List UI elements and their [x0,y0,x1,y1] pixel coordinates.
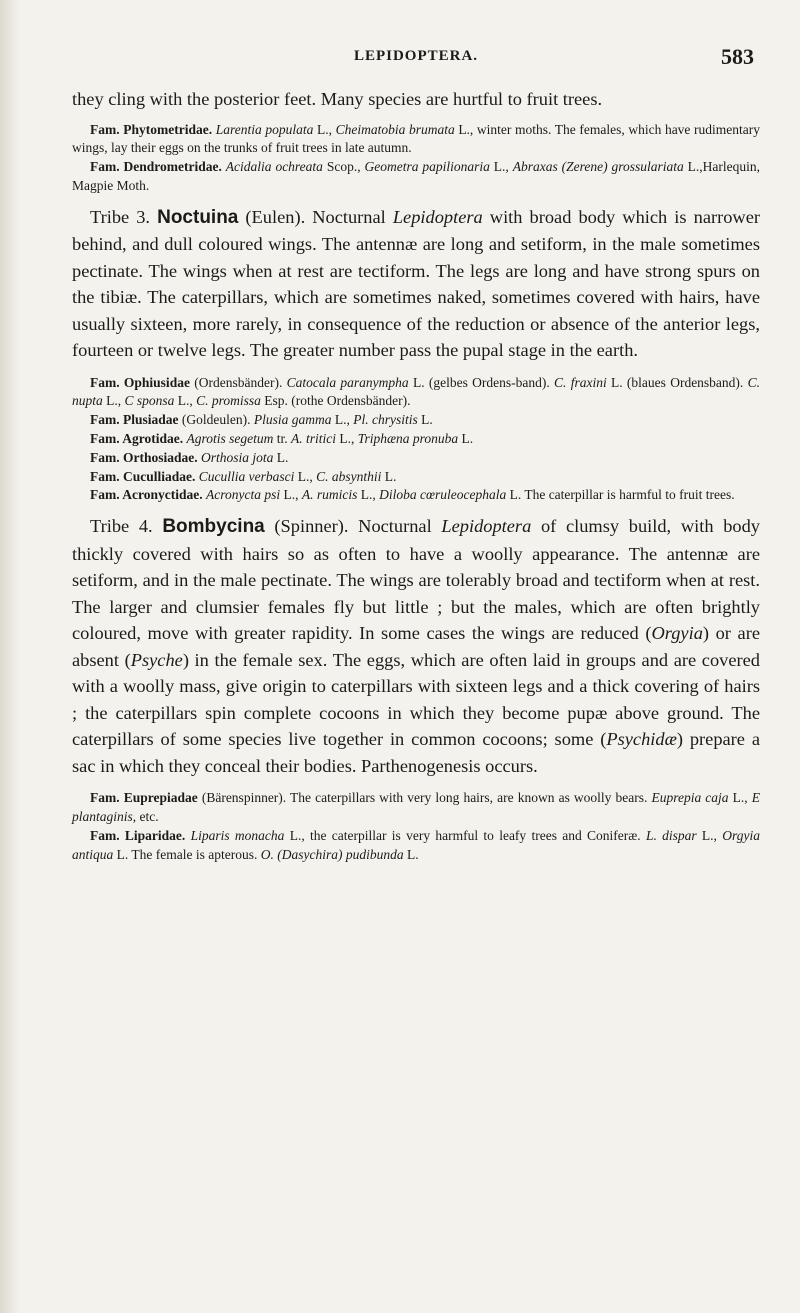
species-name: Euprepia caja [651,790,729,806]
family-entry-ophiusidae [72,374,760,412]
species-name: Larentia populata [215,121,314,137]
entry-text: (Ordensbänder). [189,374,287,390]
species-name: Triphæna pronuba [357,431,459,447]
tribe-3-paragraph [72,204,760,364]
entry-text: Esp. (rothe Ordensbänder). [260,393,411,409]
tribe-text: with broad body which is narrower behind, and dull coloured wings. The antennæ are long and setiform, in the male sometimes pectinate. The wings when at rest are tectiform. The legs are long and have strong spurs on the tibiæ. The caterpillars, which are sometimes naked, sometimes covered with hairs, have usually sixteen, more rarely, in consequence of the reduction or absence of the anterior legs, fourteen or twelve legs. The greater number pass the pupal stage in the earth. [72,206,761,361]
book-page [72,0,760,1313]
family-name: Fam. Euprepiadae [90,790,198,806]
species-name: C. nupta [72,374,760,409]
family-entry-plusiadae [72,411,760,430]
species-name: Orthosia jota [201,449,274,465]
family-name: Fam. Phytometridae. [90,121,213,137]
entry-text: L. [273,449,289,465]
family-entry-acronyctidae [72,486,760,505]
species-name: O. (Dasychira) pudibunda [260,846,404,862]
family-name: Fam. Agrotidae. [90,431,184,447]
species-name: Liparis monacha [190,827,285,843]
species-name: L. dispar [645,827,697,843]
entry-text: tr. [273,431,292,447]
running-title: LEPIDOPTERA. [353,48,479,64]
family-name: Fam. Plusiadae [90,412,179,428]
species-name: Abraxas (Zerene) grossulariata [512,159,684,175]
species-name: Acidalia ochreata [225,159,323,175]
family-name: Fam. Acronyctidae. [90,487,203,503]
page-number: 583 [721,44,754,69]
italic-term: Lepidoptera [441,516,532,537]
italic-term: Psychidæ [606,729,677,750]
italic-term: Lepidoptera [392,206,483,227]
entry-text: L., winter moths. The females, which have rudimentary wings, lay their eggs on the trunks of fruit trees in late autumn. [72,121,761,156]
entry-text: L. The female is apterous. [113,846,261,862]
tribe-name: Bombycina [162,516,265,538]
species-name: Geometra papilionaria [364,159,490,175]
intro-paragraph: they cling with the posterior feet. Many species are hurtful to fruit trees. [72,89,603,109]
species-name: A. tritici [291,431,337,447]
tribe-text: (Eulen). Nocturnal [238,206,393,227]
entry-text: L. [403,846,419,862]
family-name: Fam. Cuculliadae. [90,468,196,484]
entry-text: L., [357,487,380,503]
family-entry-cuculliadae [72,468,760,487]
entry-text: L., [102,393,125,409]
species-name: Agrotis segetum [186,431,274,447]
tribe-text: ) in the female sex. The eggs, which are often laid in groups and are covered with a woolly mass, give origin to caterpillars with sixteen legs and a thick covering of hairs ; the caterpillars spin complete cocoons in which they become pupæ above ground. The caterpillars of some species live together in common cocoons; some ( [72,649,760,750]
entry-text: L., [174,393,197,409]
species-name: Catocala paranympha [286,374,409,390]
family-name: Fam. Orthosiadae. [90,449,198,465]
entry-text: L. (blaues Ordensband). [606,374,748,390]
entry-text: Scop., [322,159,365,175]
tribe-name: Noctuina [157,206,239,228]
tribe-label: Tribe 3. [90,206,158,227]
entry-text: (Bärenspinner). The caterpillars with very long hairs, are known as woolly bears. [197,790,652,806]
entry-text: L., [280,487,302,503]
entry-text: L., [728,790,752,806]
species-name: C. promissa [196,393,261,409]
species-name: C. fraxini [554,374,607,390]
family-name: Fam. Liparidae. [90,827,186,843]
tribe-label: Tribe 4. [90,516,163,537]
entry-text: (Goldeulen). [178,412,254,428]
entry-text: L., [294,468,317,484]
page-body [72,86,760,864]
entry-text: L., [331,412,354,428]
species-name: E plantaginis [72,790,761,825]
species-name: Acronycta psi [205,487,281,503]
species-name: A. rumicis [301,487,358,503]
species-name: C sponsa [124,393,175,409]
species-name: Cheimatobia brumata [335,121,455,137]
italic-term: Psyche [130,649,183,670]
species-name: C. absynthii [316,468,382,484]
entry-text: L., [696,827,723,843]
entry-text: L., the caterpillar is very harmful to leafy trees and Coniferæ. [284,827,646,843]
entry-text: L. The caterpillar is harmful to fruit trees. [506,487,735,503]
species-name: Orgyia antiqua [72,827,760,862]
entry-text: , etc. [132,809,159,825]
entry-text: L., [489,159,513,175]
family-entry-phytometridae [72,121,760,159]
page-gutter-shadow [0,0,20,1313]
entry-text: L. [458,431,474,447]
entry-text: L. [381,468,397,484]
family-entry-euprepiadae [72,789,760,827]
species-name: Cucullia verbasci [198,468,295,484]
family-entry-liparidae [72,827,760,865]
tribe-4-paragraph [72,513,760,779]
tribe-text: ) or are absent ( [72,623,760,670]
family-entry-agrotidae [72,430,760,449]
tribe-text: (Spinner). Nocturnal [264,516,442,537]
species-name: Pl. chrysitis [353,412,418,428]
family-name: Fam. Ophiusidae [90,374,190,390]
family-entry-orthosiadae [72,449,760,468]
family-name: Fam. Dendrometridae. [90,159,222,175]
family-entry-dendrometridae [72,158,760,196]
tribe-text: ) prepare a sac in which they conceal their bodies. Parthenogenesis occurs. [72,729,760,776]
entry-text: L. (gelbes Ordens-band). [408,374,555,390]
entry-text: L. [417,412,433,428]
entry-text: L.,Harlequin, Magpie Moth. [72,159,761,193]
tribe-text: of clumsy build, with body thickly covered with hairs so as often to have a woolly appearance. The antennæ are setiform, and in the male pectinate. The wings are tolerably broad and tectiform when at rest. The larger and clumsier females fly but little ; but the males, which are often brightly coloured, move with greater rapidity. In some cases the wings are reduced ( [72,516,760,644]
italic-term: Orgyia [651,623,703,644]
entry-text: L., [336,431,358,447]
species-name: Diloba cœruleocephala [379,487,507,503]
entry-text: L., [313,121,336,137]
species-name: Plusia gamma [253,412,332,428]
page-header [72,44,760,72]
